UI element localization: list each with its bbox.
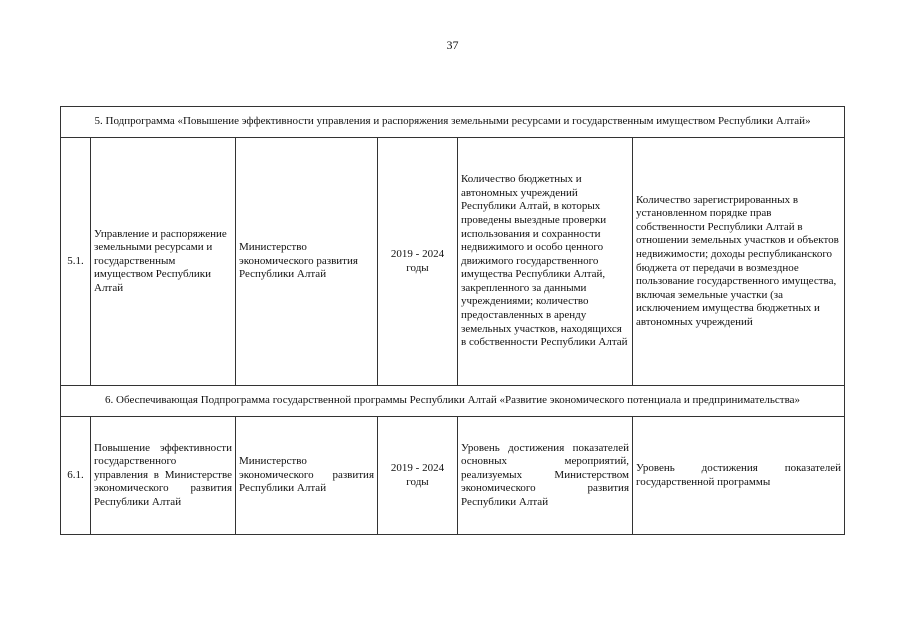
executor-cell: Министерство экономического развития Республики Алтай [236, 417, 378, 535]
row-number: 6.1. [61, 417, 91, 535]
executor-cell: Министерство экономического развития Республики Алтай [236, 138, 378, 386]
period-cell: 2019 - 2024 годы [378, 417, 458, 535]
page-number: 37 [446, 38, 459, 52]
indicators-cell: Уровень достижения показателей основных мероприятий, реализуемых Министерством экономического развития Республики Алтай [458, 417, 633, 535]
results-cell: Уровень достижения показателей государственной программы [633, 417, 845, 535]
section-title: 5. Подпрограмма «Повышение эффективности управления и распоряжения земельными ресурсами и государственным имуществом Республики Алтай» [61, 107, 845, 138]
table-row [61, 138, 845, 386]
section-header-row [61, 107, 845, 138]
section-header-row [61, 386, 845, 417]
period-cell: 2019 - 2024 годы [378, 138, 458, 386]
row-number: 5.1. [61, 138, 91, 386]
measure-name: Управление и распоряжение земельными ресурсами и государственным имуществом Республики Алтай [91, 138, 236, 386]
indicators-cell: Количество бюджетных и автономных учреждений Республики Алтай, в которых проведены выездные проверки использования и сохранности недвижимого и особо ценного движимого государственного имущества Республики Алтай, закрепленного за данными учреждениями; количество предоставленных в аренду земельных участков, находящихся в собственности Республики Алтай [458, 138, 633, 386]
subprogram-table [60, 106, 845, 535]
measure-name: Повышение эффективности государственного управления в Министерстве экономического развития Республики Алтай [91, 417, 236, 535]
results-cell: Количество зарегистрированных в установленном порядке прав собственности Республики Алтай в отношении земельных участков и объектов недвижимости; доходы республиканского бюджета от передачи в возмездное пользование государственного имущества, включая земельные участки (за исключением имущества бюджетных и автономных учреждений [633, 138, 845, 386]
section-title: 6. Обеспечивающая Подпрограмма государственной программы Республики Алтай «Развитие экономического потенциала и предпринимательства» [61, 386, 845, 417]
table-row [61, 417, 845, 535]
